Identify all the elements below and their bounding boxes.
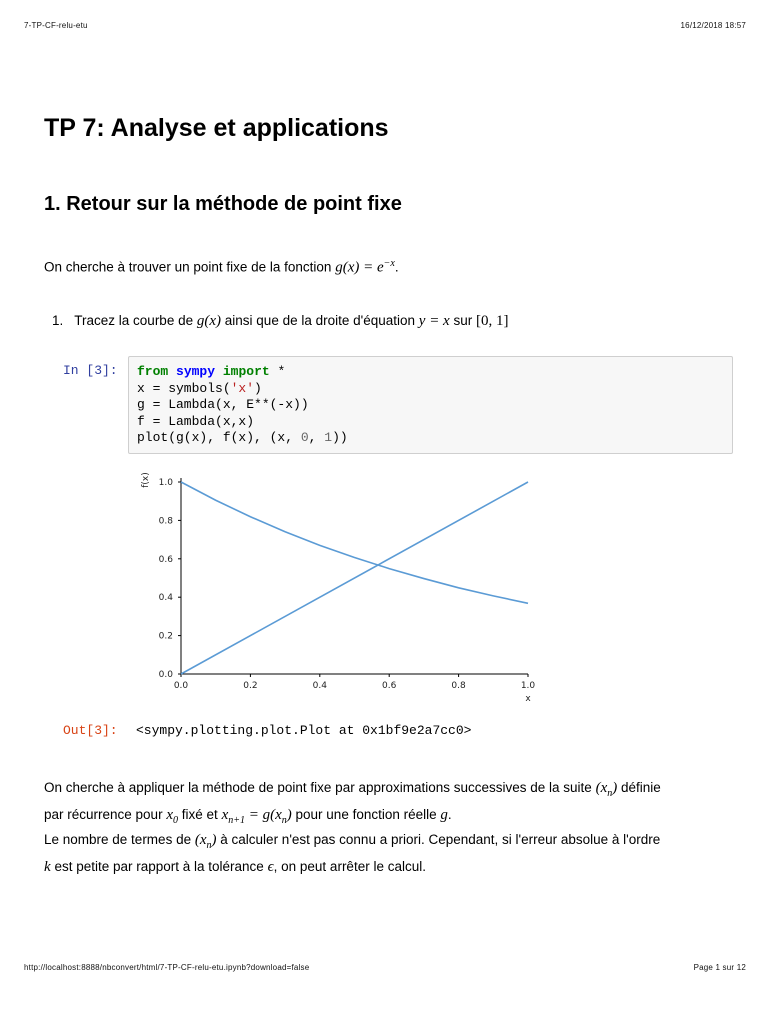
p2-eq-end: ): [286, 807, 292, 823]
code-sep: ,: [308, 430, 325, 446]
x-tick-label: 1.0: [520, 681, 536, 691]
p2-eq: = g(x: [248, 807, 282, 823]
print-footer-url: http://localhost:8888/nbconvert/html/7-TP-CF-relu-etu.ipynb?download=false: [24, 963, 310, 972]
y-tick-label: 0.6: [158, 554, 173, 565]
math-interval: [0, 1]: [476, 313, 509, 329]
p2-math-seq: [595, 780, 618, 799]
code-module: sympy: [176, 364, 216, 379]
p2-text-d: fixé et: [181, 807, 218, 822]
math-g: g(x): [196, 313, 222, 329]
code-number-0: 0: [300, 430, 309, 446]
y-tick-label: 0.2: [158, 631, 173, 642]
p2-x0-sub: 0: [173, 815, 178, 826]
y-tick-label: 0.8: [158, 516, 173, 527]
math-equation: y = x: [418, 313, 450, 329]
x-tick-label: 0.0: [173, 681, 189, 691]
x-tick-label: 0.2: [243, 681, 258, 691]
code-line-2a: x = symbols(: [137, 380, 231, 396]
code-block[interactable]: [137, 364, 348, 447]
input-prompt: In [3]:: [63, 363, 118, 378]
function-plot: [130, 462, 550, 712]
code-line-5a: plot(g(x), f(x), (x,: [137, 430, 301, 446]
p3-math-k: k: [44, 859, 51, 875]
intro-text: On cherche à trouver un point fixe de la fonction: [44, 259, 332, 275]
x-tick-label: 0.4: [312, 681, 327, 691]
y-tick-label: 0.0: [158, 670, 173, 680]
p2-text-a: On cherche à appliquer la méthode de point fixe par approximations successives de la suite: [44, 780, 592, 795]
p2-seq: (x: [595, 780, 608, 796]
output-text: <sympy.plotting.plot.Plot at 0x1bf9e2a7cc0>: [136, 723, 472, 738]
list-item: [52, 310, 742, 332]
code-line-5b: )): [332, 430, 348, 446]
intro-paragraph: [44, 253, 734, 279]
p3-seq-end: ): [211, 832, 217, 848]
p3-text-c: est petite par rapport à la tolérance: [54, 859, 264, 874]
list-item-text-a: Tracez la courbe de: [74, 313, 194, 328]
paragraph-fixed-point: [44, 777, 734, 831]
list-item-text-b: ainsi que de la droite d'équation: [224, 313, 416, 328]
code-string: 'x': [230, 380, 255, 396]
code-number-1: 1: [324, 430, 333, 446]
p3-text-a: Le nombre de termes de: [44, 832, 192, 847]
list-item-number: 1.: [52, 313, 64, 328]
p3-seq: (x: [194, 832, 207, 848]
code-keyword-import: import: [222, 364, 270, 379]
p2-text-e: pour une fonction réelle: [295, 807, 437, 822]
section-heading: 1. Retour sur la méthode de point fixe: [44, 193, 402, 215]
p3-text-b: à calculer n'est pas connu a priori. Cependant, si l'erreur absolue à l'ordre: [220, 832, 661, 847]
intro-end: .: [394, 259, 399, 275]
series-line-2: [181, 482, 528, 674]
x-tick-label: 0.8: [451, 681, 466, 691]
code-keyword-from: from: [137, 364, 169, 379]
p2-text-c: par récurrence pour: [44, 807, 163, 822]
code-cell[interactable]: [128, 356, 733, 454]
p2-text-b: définie: [621, 780, 661, 795]
output-prompt: Out[3]:: [63, 723, 118, 738]
code-line-4: f = Lambda(x,x): [137, 413, 255, 429]
y-tick-label: 1.0: [158, 478, 173, 488]
list-item-text-c: sur: [453, 313, 473, 328]
p2-text-f: .: [447, 807, 452, 822]
p2-xn1-sub: n+1: [228, 815, 245, 826]
intro-exponent: −x: [383, 258, 395, 269]
x-axis-label: x: [525, 694, 531, 704]
p2-math-g: g: [440, 807, 448, 823]
p2-eq-sub: n: [281, 815, 287, 826]
intro-math: g(x) = e: [335, 259, 384, 276]
p2-math-recurrence: [221, 807, 292, 826]
y-axis-label: f(x): [141, 472, 151, 488]
x-tick-label: 0.6: [382, 681, 397, 691]
p3-math-epsilon: ϵ: [267, 859, 274, 875]
p2-seq-end: ): [612, 780, 618, 796]
series-line-1: [181, 482, 528, 603]
code-line-2b: ): [254, 380, 262, 396]
paragraph-tolerance: [44, 829, 734, 878]
print-header-right: 16/12/2018 18:57: [680, 21, 746, 30]
print-header-left: 7-TP-CF-relu-etu: [24, 21, 88, 30]
print-footer-page: Page 1 sur 12: [693, 963, 746, 972]
p3-math-seq: [194, 832, 217, 851]
p3-text-d: , on peut arrêter le calcul.: [273, 859, 426, 874]
p3-seq-sub: n: [206, 840, 212, 851]
p2-math-x0: [166, 807, 178, 826]
code-line-3: g = Lambda(x, E**(-x)): [137, 397, 309, 413]
p2-xn1: x: [221, 807, 229, 823]
y-tick-label: 0.4: [158, 593, 173, 604]
p2-seq-sub: n: [607, 788, 613, 799]
p2-x0: x: [166, 807, 173, 823]
code-star: *: [277, 364, 286, 379]
page-title: TP 7: Analyse et applications: [44, 114, 389, 142]
